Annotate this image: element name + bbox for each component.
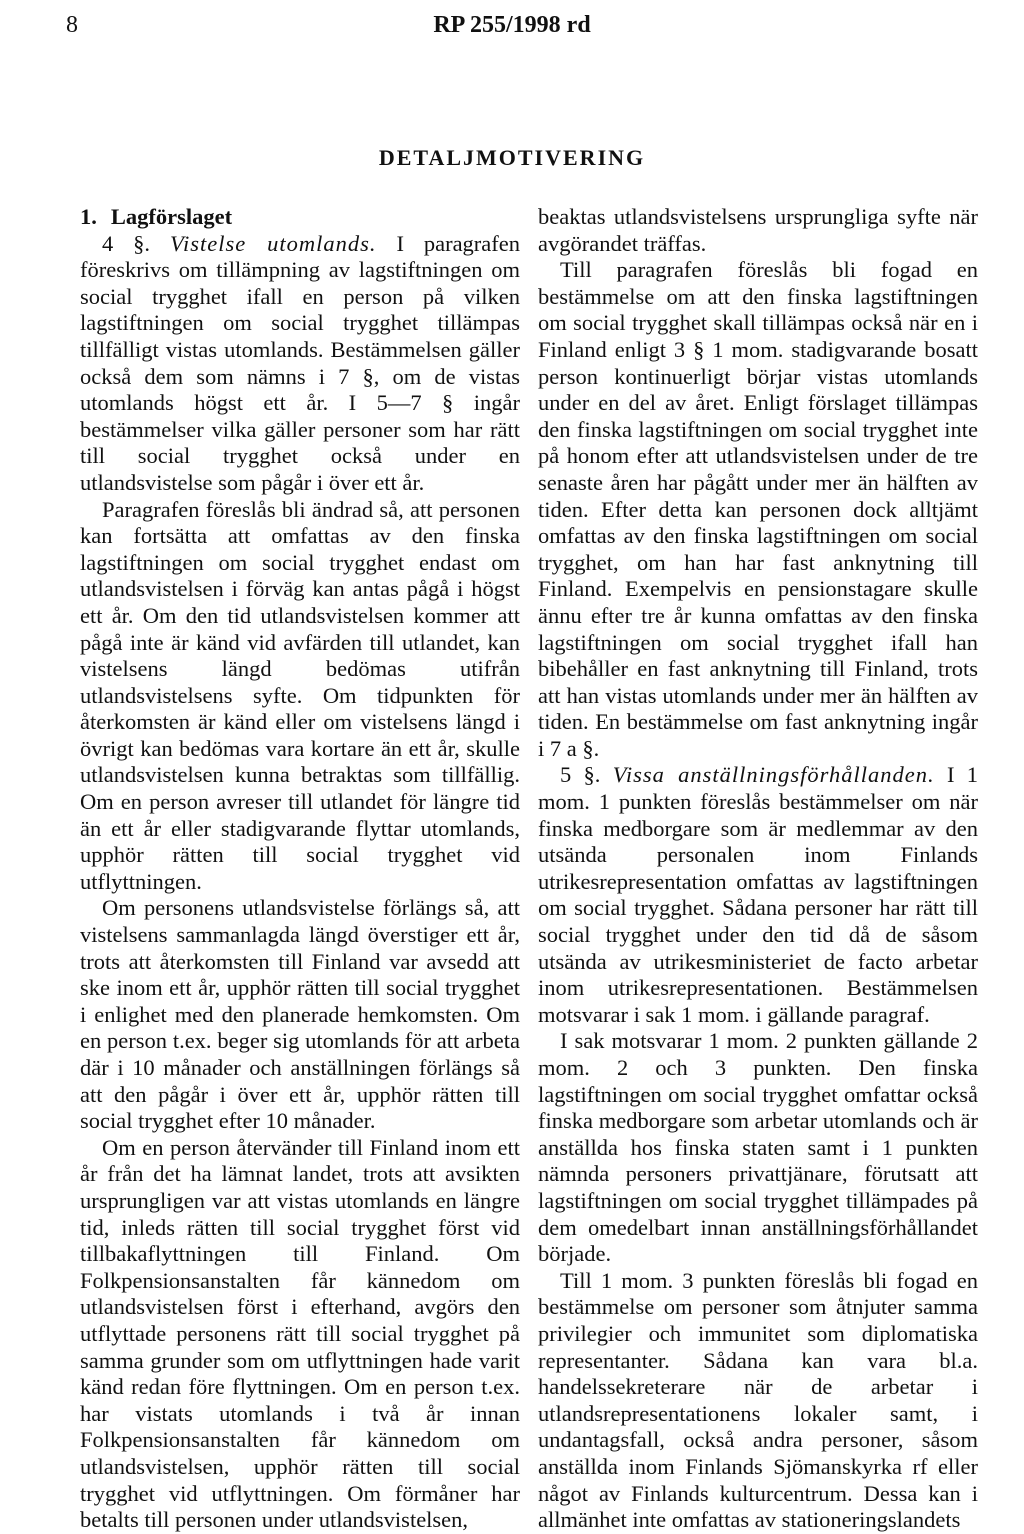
paragraph-4-section [80,231,520,497]
paragraph-5-section [538,762,978,1028]
paragraph: I sak motsvarar 1 mom. 2 punkten gällande 2 mom. 2 och 3 punkten. Den finska lagstiftningen om social trygghet omfattar också finska medborgare som arbetar utomlands och är anställda hos finska staten samt i 1 punkten nämnda personers privattjänare, förutsatt att lagstiftningen om social trygghet tillämpades på dem omedelbart innan anställningsförhållandet började. [538,1028,978,1267]
right-column [538,204,978,1534]
section-ref: 5 §. [560,762,601,788]
paragraph: Om personens utlandsvistelse förlängs så, att vistelsens sammanlagda längd överstiger ett år, trots att återkomsten till Finland var avsedd att ske inom ett år, upphör rätten till social trygghet i enlighet med den planerade hemkomsten. Om en person t.ex. beger sig utomlands för att arbeta där i 10 månader och anställningen förlängs så att den pågår i över ett år, upphör rätten till social trygghet efter 10 månader. [80,895,520,1134]
paragraph: Till 1 mom. 3 punkten föreslås bli fogad en bestämmelse om personer som åtnjuter samma privilegier och immunitet som diplomatiska representanter. Sådana kan vara bl.a. handelssekreterare när de arbetar i utlandsrepresentationens lokaler samt, i undantagsfall, också andra personer, såsom anställda inom Finlands Sjömanskyrka rf eller något av Finlands kulturcentrum. Dessa kan i allmänhet inte omfattas av stationeringslandets [538,1267,978,1533]
section-heading-italic: Vistelse utomlands. [169,230,377,256]
heading-number: 1. [80,204,97,229]
document-id: RP 255/1998 rd [433,12,591,38]
section-ref: 4 §. [102,230,151,256]
paragraph-continued: beaktas utlandsvistelsens ursprungliga syfte när avgörandet träffas. [538,204,978,256]
paragraph: Till paragrafen föreslås bli fogad en bestämmelse om att den finska lagstiftningen om social trygghet skall tillämpas också när en i Finland enligt 3 § 1 mom. stadigvarande bosatt person kontinuerligt börjar vistas utomlands under en del av året. Enligt förslaget tillämpas den finska lagstiftningen om social trygghet inte på honom efter att utlandsvistelsen under de tre senaste åren har pågått under mer än hälften av tiden. Efter detta kan personen dock alltjämt omfattas av den finska lagstiftningen om social trygghet, om han har fast anknytning till Finland. Exempelvis en pensionstagare skulle ännu efter tre år kunna omfattas av den finska lagstiftningen om social trygghet ifall han bibehåller en fast anknytning till Finland, trots att han vistas utomlands under mer än hälften av tiden. En bestämmelse om fast anknytning ingår i 7 a §. [538,257,978,761]
page-number: 8 [66,12,78,38]
section-title: DETALJMOTIVERING [378,145,646,170]
paragraph-text: I 1 mom. 1 punkten föreslås bestämmelser om när finska medborgare som är medlemmar av den utsända personalen inom Finlands utrikesrepresentation omfattas av lagstiftningen om social trygghet. Sådana personer har rätt till social trygghet under den tid då de såsom utsända av utrikesministeriet de facto arbetar inom utrikesrepresentationen. Bestämmelsen motsvarar i sak 1 mom. i gällande paragraf. [538,762,979,1027]
paragraph: Om en person återvänder till Finland inom ett år från det ha lämnat landet, trots att avsikten ursprungligen var att vistas utomlands en längre tid, inleds rätten till social trygghet först vid tillbakaflyttningen till Finland. Om Folkpensionsanstalten får kännedom om utlandsvistelsen först i efterhand, avgörs den utflyttade personens rätt till social trygghet på samma grunder som om utflyttningen hade varit känd redan före flyttningen. Om en person t.ex. har vistats utomlands i två år innan Folkpensionsanstalten får kännedom om utlandsvistelsen, upphör rätten till social trygghet vid utflyttningen. Om förmåner har betalts till personen under utlandsvistelsen, [80,1134,520,1533]
left-column [80,204,520,1534]
section-heading-italic: Vissa anställningsförhållanden. [612,762,935,788]
paragraph-text: I paragrafen föreskrivs om tillämpning av lagstiftningen om social trygghet ifall en person på vilken lagstiftningen om social trygghet tillämpas tillfälligt vistas utomlands. Bestämmelsen gäller också dem som nämns i 7 §, om de vistas utomlands högst ett år. I 5—7 § ingår bestämmelser vilka gäller personer som har rätt till social trygghet också under en utlandsvistelse som pågår i över ett år. [80,230,521,495]
paragraph: Paragrafen föreslås bli ändrad så, att personen kan fortsätta att omfattas av den finska lagstiftningen om social trygghet endast om utlandsvistelsen i förväg kan antas pågå i högst ett år. Om den tid utlandsvistelsen kommer att pågå inte är känd vid avfärden till utlandet, kan vistelsens längd bedömas utifrån utlandsvistelsens syfte. Om tidpunkten för återkomsten är känd eller om vistelsens längd i övrigt kan bedömas vara kortare än ett år, skulle utlandsvistelsen kunna betraktas som tillfällig. Om en person avreser till utlandet för längre tid än ett år eller stadigvarande flyttar utomlands, upphör rätten till social trygghet vid utflyttningen. [80,496,520,894]
heading-text: Lagförslaget [110,204,233,229]
subsection-heading [80,204,520,231]
